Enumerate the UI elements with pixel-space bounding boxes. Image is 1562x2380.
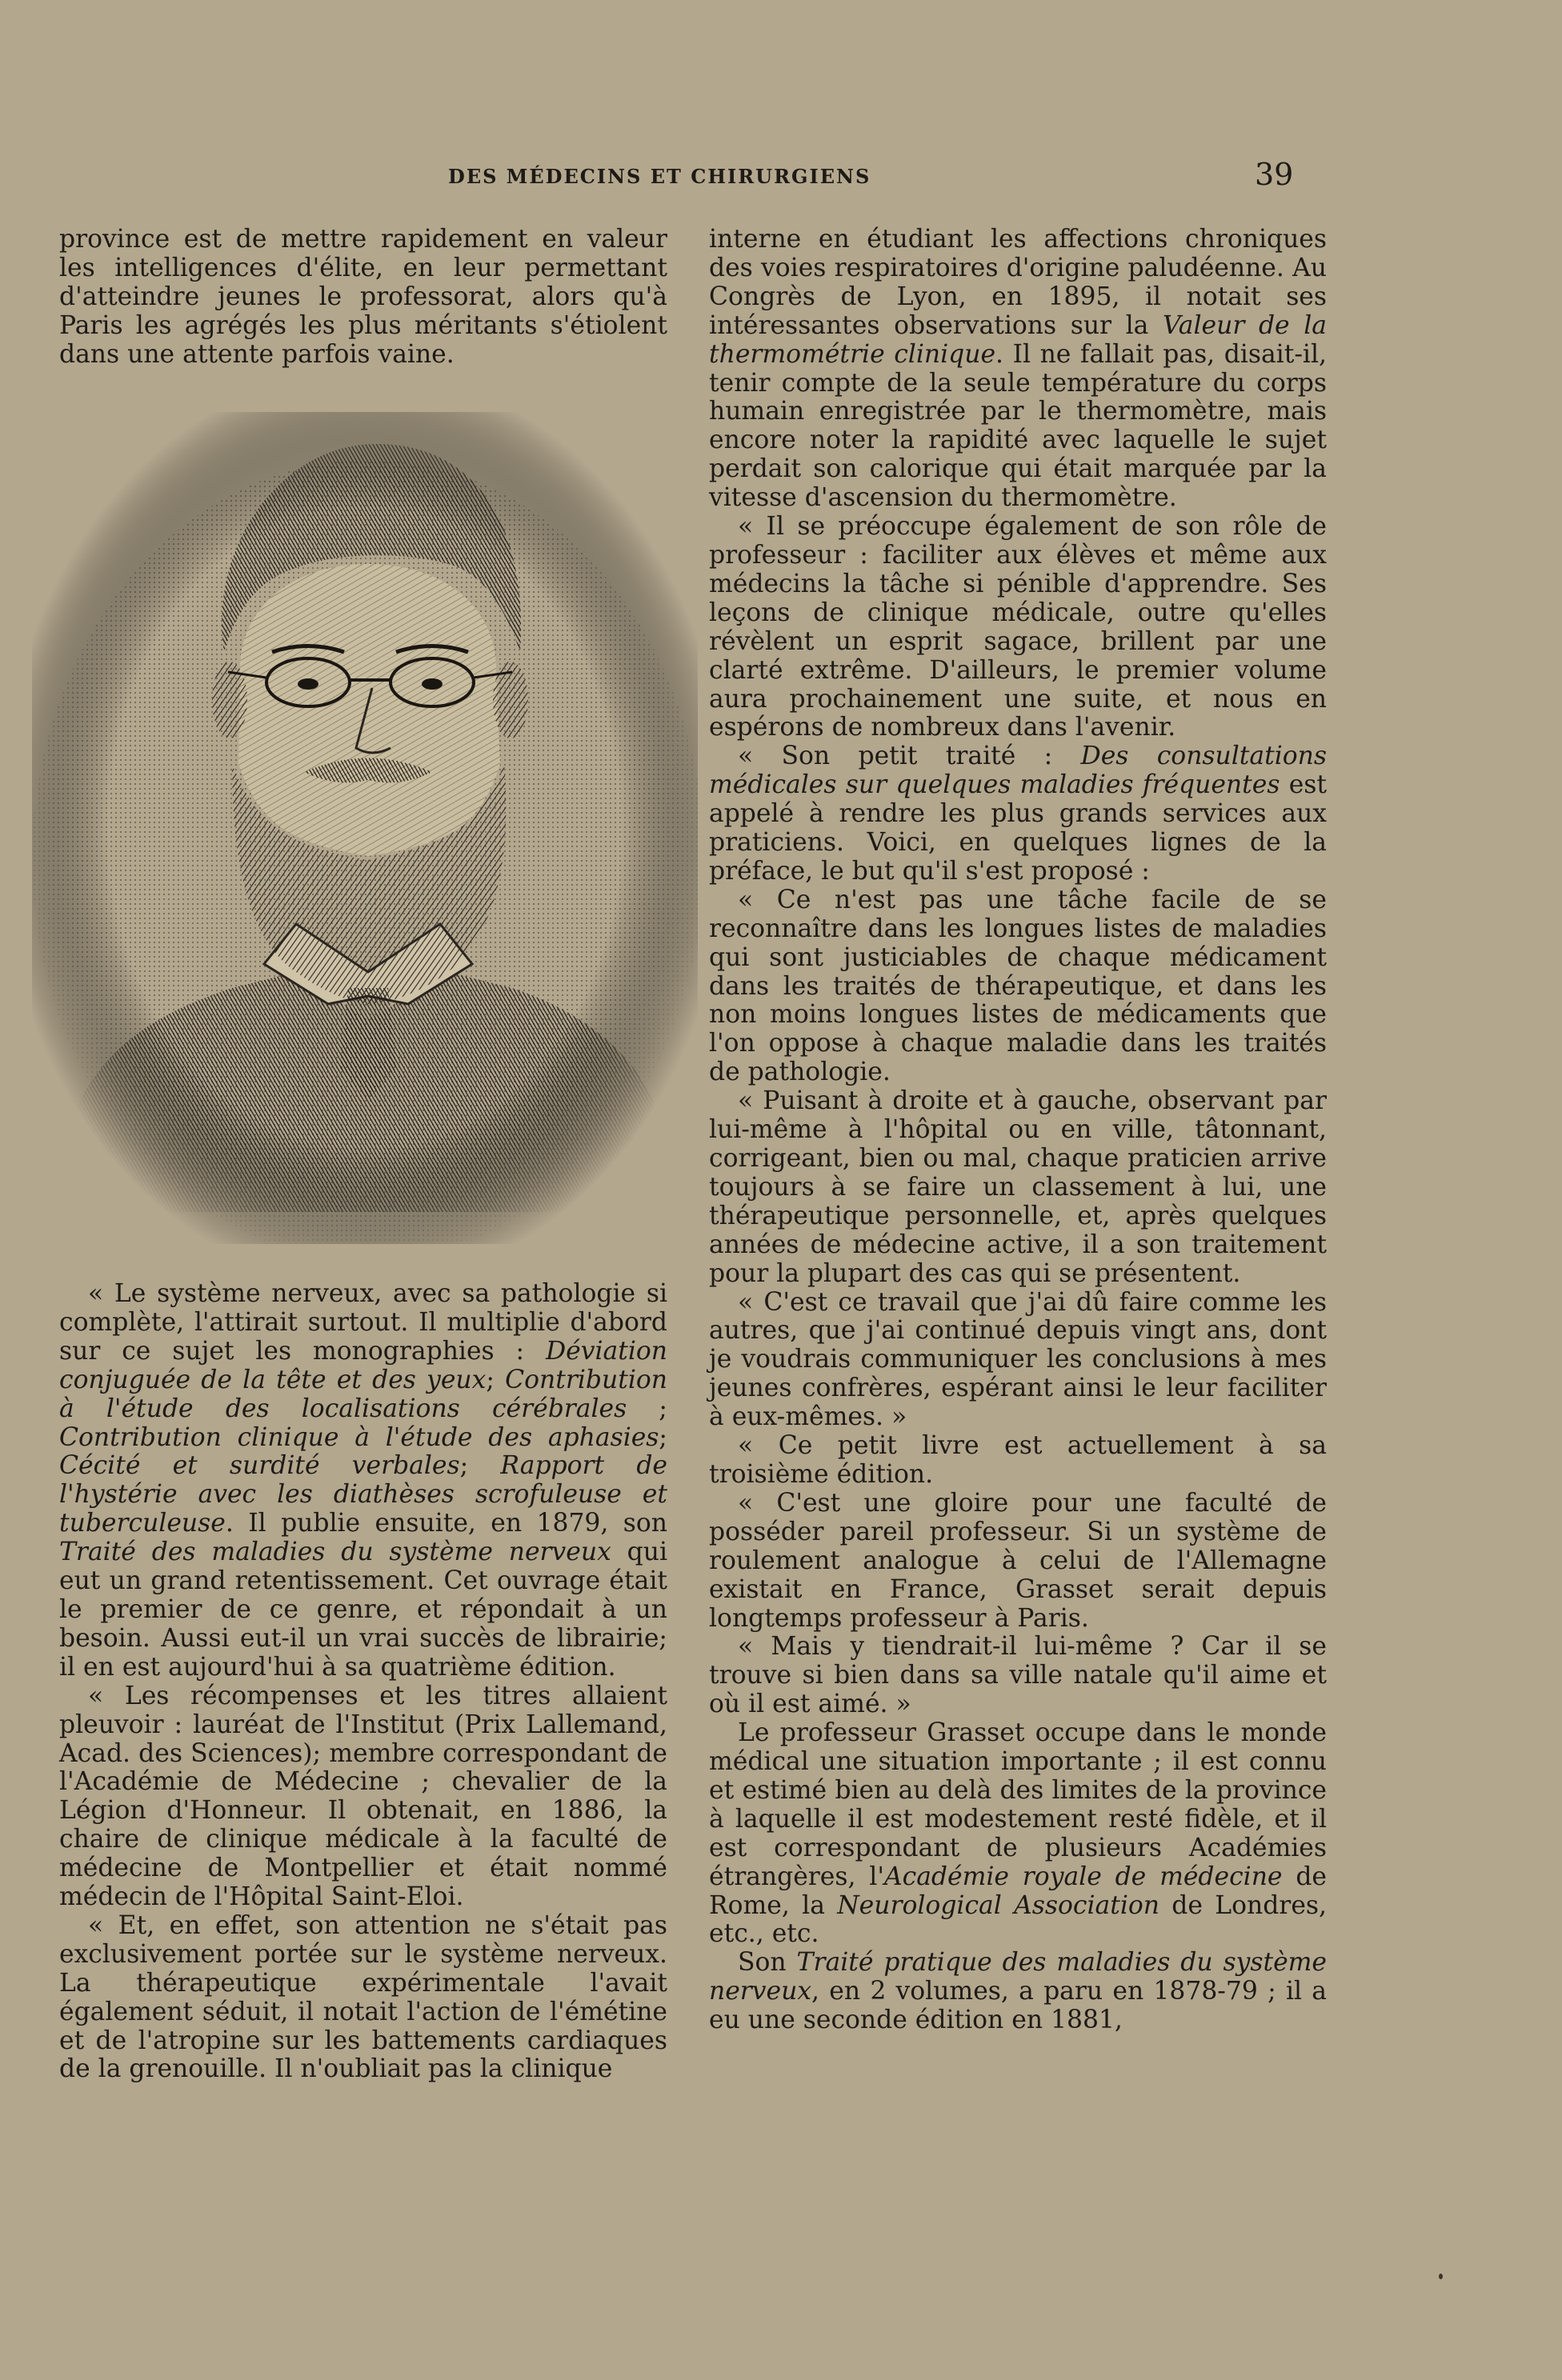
paper-speck (1439, 2274, 1443, 2279)
paragraph: « C'est une gloire pour une faculté de posséder pareil professeur. Si un système de roulement analogue à celui de l'Allemagne existait en France, Grasset serait depuis longtemps professeur à Paris. (709, 1488, 1327, 1633)
paragraph: « Il se préoccupe également de son rôle de professeur : faciliter aux élèves et même aux médecins la tâche si pénible d'apprendre. Ses leçons de clinique médicale, outre qu'elles révèlent un esprit sagace, brillent par une clarté extrême. D'ailleurs, le premier volume aura prochainement une suite, et nous en espérons de nombreux dans l'avenir. (709, 512, 1327, 742)
running-title: DES MÉDECINS ET CHIRURGIENS (448, 165, 871, 188)
paragraph: « Puisant à droite et à gauche, observant par lui-même à l'hôpital ou en ville, tâtonnant, corrigeant, bien ou mal, chaque praticien arrive toujours à se faire un classement à lui, une thérapeutique personnelle, et, après quelques années de médecine active, il a son traitement pour la plupart des cas qui se présentent. (709, 1086, 1327, 1288)
paragraph: « Les récompenses et les titres allaient pleuvoir : lauréat de l'Institut (Prix Lallemand, Acad. des Sciences); membre correspondant de l'Académie de Médecine ; chevalier de la Légion d'Honneur. Il obtenait, en 1886, la chaire de clinique médicale à la faculté de médecine de Montpellier et était nommé médecin de l'Hôpital Saint-Eloi. (59, 1681, 667, 1912)
paragraph: « Et, en effet, son attention ne s'était pas exclusivement portée sur le système nerveux. La thérapeutique expérimentale l'avait également séduit, il notait l'action de l'émétine et de l'atropine sur les battements cardiaques de la grenouille. Il n'oubliait pas la clinique (59, 1910, 667, 2084)
paragraph: Son Traité pratique des maladies du système nerveux, en 2 volumes, a paru en 1878-79 ; il a eu une seconde édition en 1881, (709, 1948, 1327, 2035)
paragraph: « Mais y tiendrait-il lui-même ? Car il se trouve si bien dans sa ville natale qu'il aime et où il est aimé. » (709, 1632, 1327, 1719)
paragraph: Le professeur Grasset occupe dans le monde médical une situation importante ; il est connu et estimé bien au delà des limites de la province à laquelle il est modestement resté fidèle, et il est correspondant de plusieurs Académies étrangères, l'Académie royale de médecine de Rome, la Neurological Association de Londres, etc., etc. (709, 1718, 1328, 1949)
paragraph: province est de mettre rapidement en valeur les intelligences d'élite, en leur permettant d'atteindre jeunes le professorat, alors qu'à Paris les agrégés les plus méritants s'étiolent dans une attente parfois vaine. (59, 225, 667, 369)
paragraph: « Le système nerveux, avec sa pathologie si complète, l'attirait surtout. Il multiplie d'abord sur ce sujet les monographies : Déviation conjuguée de la tête et des yeux; Contribution à l'étude des localisations cérébrales ; Contribution clinique à l'étude des aphasies; Cécité et surdité verbales; Rapport de l'hystérie avec les diathèses scrofuleuse et tuberculeuse. Il publie ensuite, en 1879, son Traité des maladies du système nerveux qui eut un grand retentissement. Cet ouvrage était le premier de ce genre, et répondait à un besoin. Aussi eut-il un vrai succès de librairie; il en est aujourd'hui à sa quatrième édition. (59, 1279, 668, 1682)
right-column (709, 226, 1327, 2035)
engraved-portrait-icon (32, 412, 698, 1244)
left-column-top (59, 226, 667, 370)
left-column-bottom (59, 1280, 667, 2084)
paragraph: « C'est ce travail que j'ai dû faire comme les autres, que j'ai continué depuis vingt ans, dont je voudrais communiquer les conclusions à mes jeunes confrères, espérant ainsi le leur faciliter à eux-mêmes. » (709, 1287, 1327, 1432)
paragraph: « Son petit traité : Des consultations médicales sur quelques maladies fréquentes est appelé à rendre les plus grands services aux praticiens. Voici, en quelques lignes de la préface, le but qu'il s'est proposé : (709, 742, 1328, 886)
paragraph: interne en étudiant les affections chroniques des voies respiratoires d'origine paludéenne. Au Congrès de Lyon, en 1895, il notait ses intéressantes observations sur la Valeur de la thermométrie clinique. Il ne fallait pas, disait-il, tenir compte de la seule température du corps humain enregistrée par le thermomètre, mais encore noter la rapidité avec laquelle le sujet perdait son calorique qui était marquée par la vitesse d'ascension du thermomètre. (709, 225, 1327, 513)
paragraph: « Ce n'est pas une tâche facile de se reconnaître dans les longues listes de maladies qui sont justiciables de chaque médicament dans les traités de thérapeutique, et dans les non moins longues listes de médicaments que l'on oppose à chaque maladie dans les traités de pathologie. (709, 885, 1327, 1087)
paragraph: « Ce petit livre est actuellement à sa troisième édition. (709, 1431, 1327, 1489)
page-number: 39 (1255, 157, 1294, 192)
